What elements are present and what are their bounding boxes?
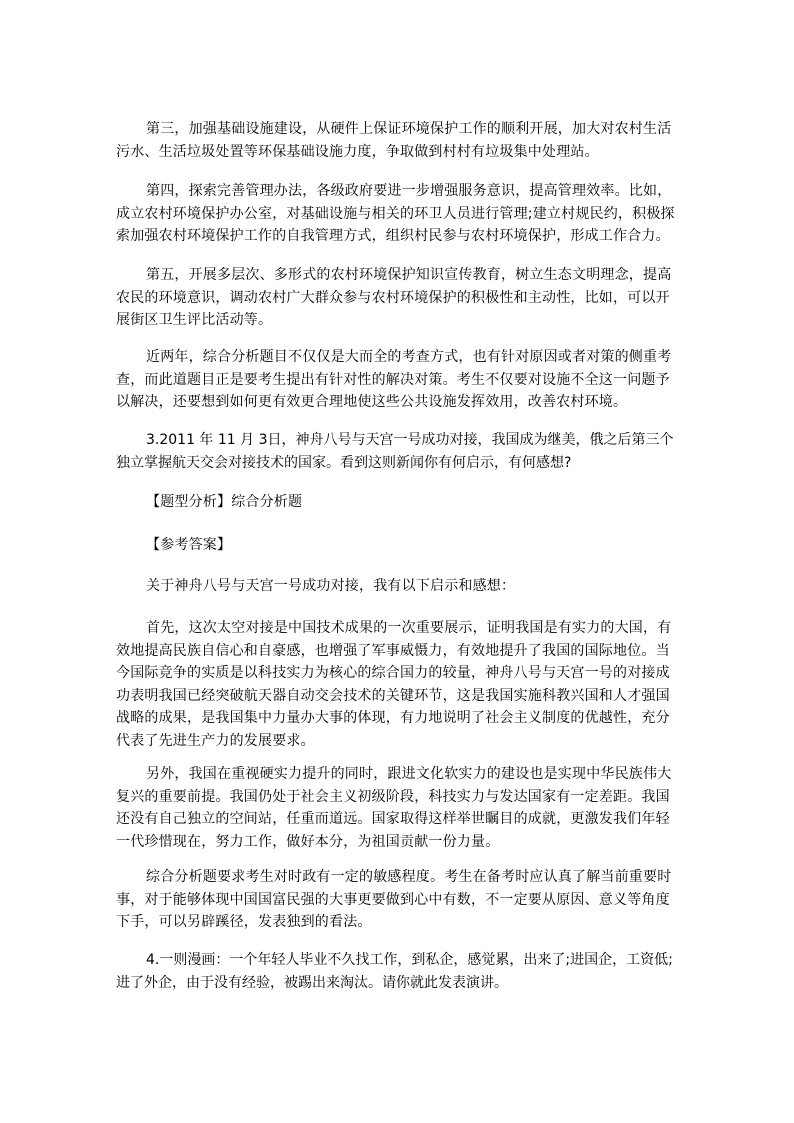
answer-intro: 关于神舟八号与天宫一号成功对接，我有以下启示和感想： (146, 578, 516, 594)
reference-answer-heading: 【参考答案】 (146, 537, 232, 553)
paragraph-infrastructure: 第三，加强基础设施建设，从硬件上保证环境保护工作的顺利开展，加大对农村生活污水、生活垃圾处置等环保基础设施力度，争取做到村村有垃圾集中处理站。 (116, 121, 672, 160)
question-type-heading: 【题型分析】综合分析题 (146, 494, 303, 510)
question-3: 3.2011 年 11 月 3日，神舟八号与天宫一号成功对接，我国成为继美，俄之后第三个独立掌握航天交会对接技术的国家。看到这则新闻你有何启示，有何感想? (116, 432, 674, 471)
paragraph-management: 第四，探索完善管理办法，各级政府要进一步增强服务意识，提高管理效率。比如，成立农村环境保护办公室，对基础设施与相关的环卫人员进行管理;建立村规民约，积极探索加强农村环境保护工作的自我管理方式，组织村民参与农村环境保护，形成工作合力。 (116, 183, 675, 244)
question-4: 4.一则漫画：一个年轻人毕业不久找工作，到私企，感觉累，出来了;进国企，工资低;进了外企，由于没有经验，被踢出来淘汰。请你就此发表演讲。 (116, 952, 673, 991)
paragraph-education: 第五，开展多层次、多形式的农村环境保护知识宣传教育，树立生态文明理念，提高农民的环境意识，调动农村广大群众参与农村环境保护的积极性和主动性，比如，可以开展街区卫生评比活动等。 (116, 267, 672, 328)
answer-paragraph-first: 首先，这次太空对接是中国技术成果的一次重要展示，证明我国是有实力的大国，有效地提高民族自信心和自豪感，也增强了军事威慑力，有效地提升了我国的国际地位。当今国际竞争的实质是以科技实力为核心的综合国力的较量，神舟八号与天宫一号的对接成功表明我国已经突破航天器自动交会技术的关键环节，这是我国实施科教兴国和人才强国战略的成果，是我国集中力量办大事的体现，有力地说明了社会主义制度的优越性，充分代表了先进生产力的发展要求。 (116, 620, 672, 749)
paragraph-analysis-note-2: 综合分析题要求考生对时政有一定的敏感程度。考生在备考时应认真了解当前重要时事，对于能够体现中国国富民强的大事更要做到心中有数，不一定要从原因、意义等角度下手，可以另辟蹊径，发表独到的看法。 (116, 869, 672, 930)
paragraph-analysis-note-1: 近两年，综合分析题目不仅仅是大而全的考查方式，也有针对原因或者对策的侧重考查，而此道题目正是要考生提出有针对性的解决对策。考生不仅要对设施不全这一问题予以解决，还要想到如何更有效更合理地使这些公共设施发挥效用，改善农村环境。 (116, 349, 672, 410)
answer-paragraph-second: 另外，我国在重视硬实力提升的同时，跟进文化软实力的建设也是实现中华民族伟大复兴的重要前提。我国仍处于社会主义初级阶段，科技实力与发达国家有一定差距。我国还没有自己独立的空间站，任重而道远。国家取得这样举世瞩目的成就，更激发我们年轻一代珍惜现在，努力工作，做好本分，为祖国贡献一份力量。 (116, 766, 672, 850)
